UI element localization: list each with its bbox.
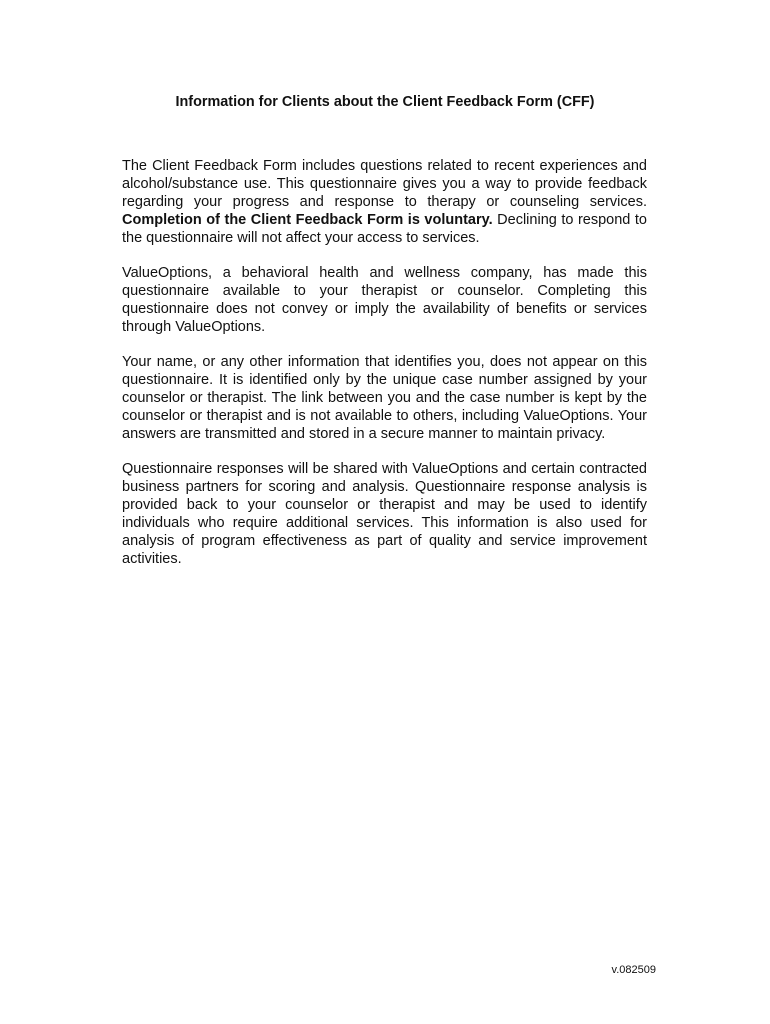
- page-title: Information for Clients about the Client Feedback Form (CFF): [175, 94, 595, 110]
- paragraph-privacy: Your name, or any other information that identifies you, does not appear on this questionnaire. It is identified only by the unique case number assigned by your counselor or therapist. The link between you and the case number is kept by the counselor or therapist and is not available to others, including ValueOptions. Your answers are transmitted and stored in a secure manner to maintain privacy.: [122, 354, 647, 442]
- version-number: v.082509: [611, 964, 656, 976]
- paragraph-overview-text-start: The Client Feedback Form includes questions related to recent experiences and alcohol/substance use. This questionnaire gives you a way to provide feedback regarding your progress and response to therapy or counseling services.: [122, 158, 647, 210]
- paragraph-overview-text-end: Declining to respond to the questionnaire will not affect your access to services.: [122, 212, 647, 246]
- paragraph-overview: [122, 157, 647, 247]
- paragraph-valueoptions: ValueOptions, a behavioral health and wellness company, has made this questionnaire available to your therapist or counselor. Completing this questionnaire does not convey or imply the availability of benefits or services through ValueOptions.: [122, 265, 647, 335]
- voluntary-statement: Completion of the Client Feedback Form is voluntary.: [122, 212, 493, 228]
- document-body: [122, 157, 647, 568]
- paragraph-responses-sharing: Questionnaire responses will be shared with ValueOptions and certain contracted business partners for scoring and analysis. Questionnaire response analysis is provided back to your counselor or therapist and may be used to identify individuals who require additional services. This information is also used for analysis of program effectiveness as part of quality and service improvement activities.: [122, 461, 647, 567]
